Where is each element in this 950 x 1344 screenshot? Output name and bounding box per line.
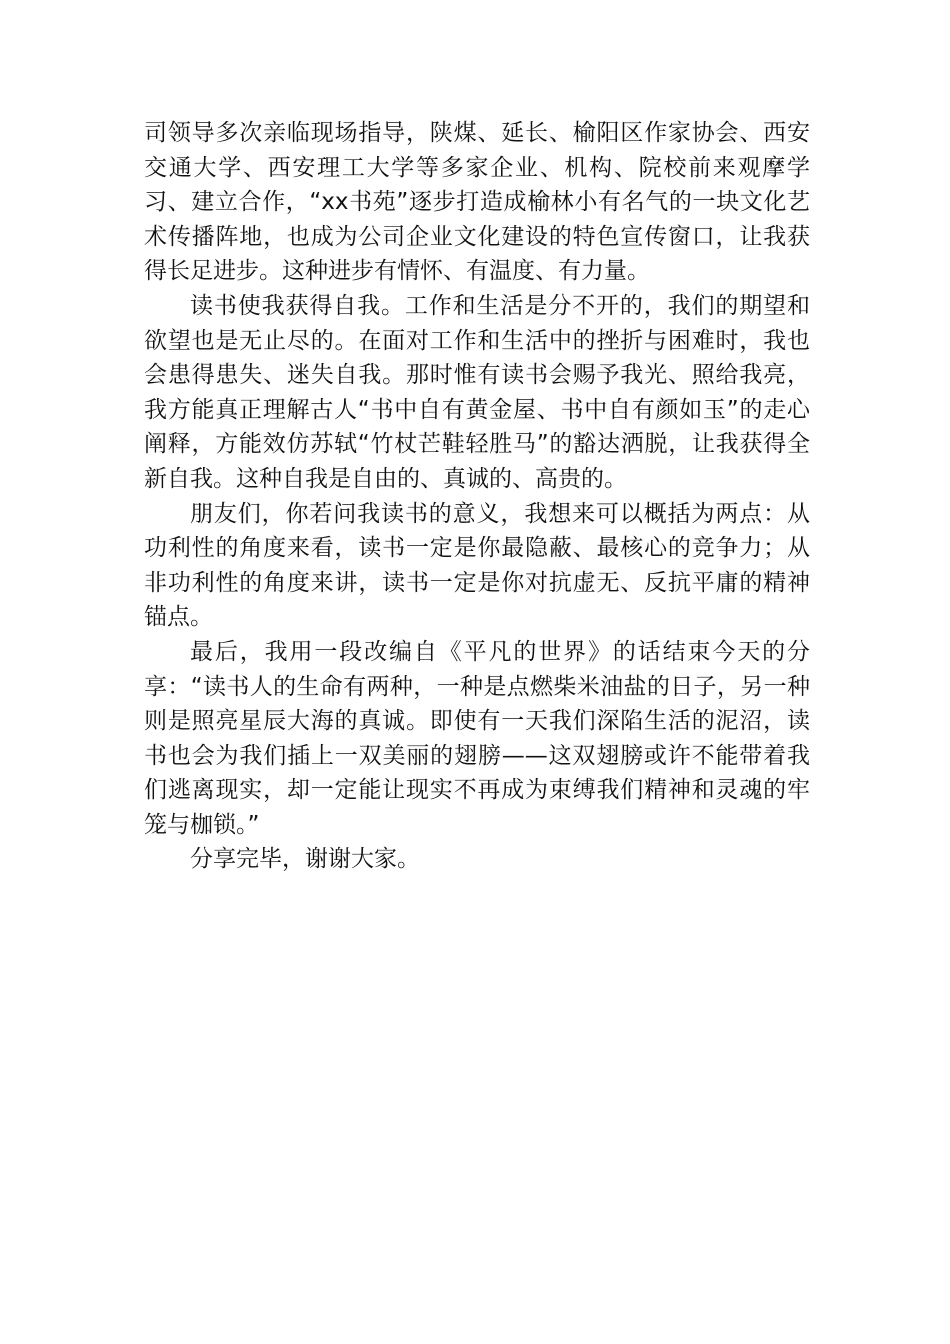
paragraph-meaning-of-reading: 朋友们，你若问我读书的意义，我想来可以概括为两点：从功利性的角度来看，读书一定是你最隐蔽、最核心的竞争力；从非功利性的角度来讲，读书一定是你对抗虚无、反抗平庸的精神锚点。 bbox=[144, 500, 810, 631]
paragraph-continuation: 司领导多次亲临现场指导，陕煤、延长、榆阳区作家协会、西安交通大学、西安理工大学等多家企业、机构、院校前来观摩学习、建立合作，“xx书苑”逐步打造成榆林小有名气的一块文化艺术传播阵地，也成为公司企业文化建设的特色宣传窗口，让我获得长足进步。这种进步有情怀、有温度、有力量。 bbox=[144, 120, 810, 285]
paragraph-thanks: 分享完毕，谢谢大家。 bbox=[190, 846, 420, 873]
paragraph-reading-self: 读书使我获得自我。工作和生活是分不开的，我们的期望和欲望也是无止尽的。在面对工作和生活中的挫折与困难时，我也会患得患失、迷失自我。那时惟有读书会赐予我光、照给我亮，我方能真正理解古人“书中自有黄金屋、书中自有颜如玉”的走心阐释，方能效仿苏轼“竹杖芒鞋轻胜马”的豁达洒脱，让我获得全新自我。这种自我是自由的、真诚的、高贵的。 bbox=[144, 292, 810, 492]
paragraph-closing-quote: 最后，我用一段改编自《平凡的世界》的话结束今天的分享：“读书人的生命有两种，一种是点燃柴米油盐的日子，另一种则是照亮星辰大海的真诚。即使有一天我们深陷生活的泥沼，读书也会为我们插上一双美丽的翅膀——这双翅膀或许不能带着我们逃离现实，却一定能让现实不再成为束缚我们精神和灵魂的牢笼与枷锁。” bbox=[144, 638, 810, 838]
document-body bbox=[144, 116, 810, 877]
